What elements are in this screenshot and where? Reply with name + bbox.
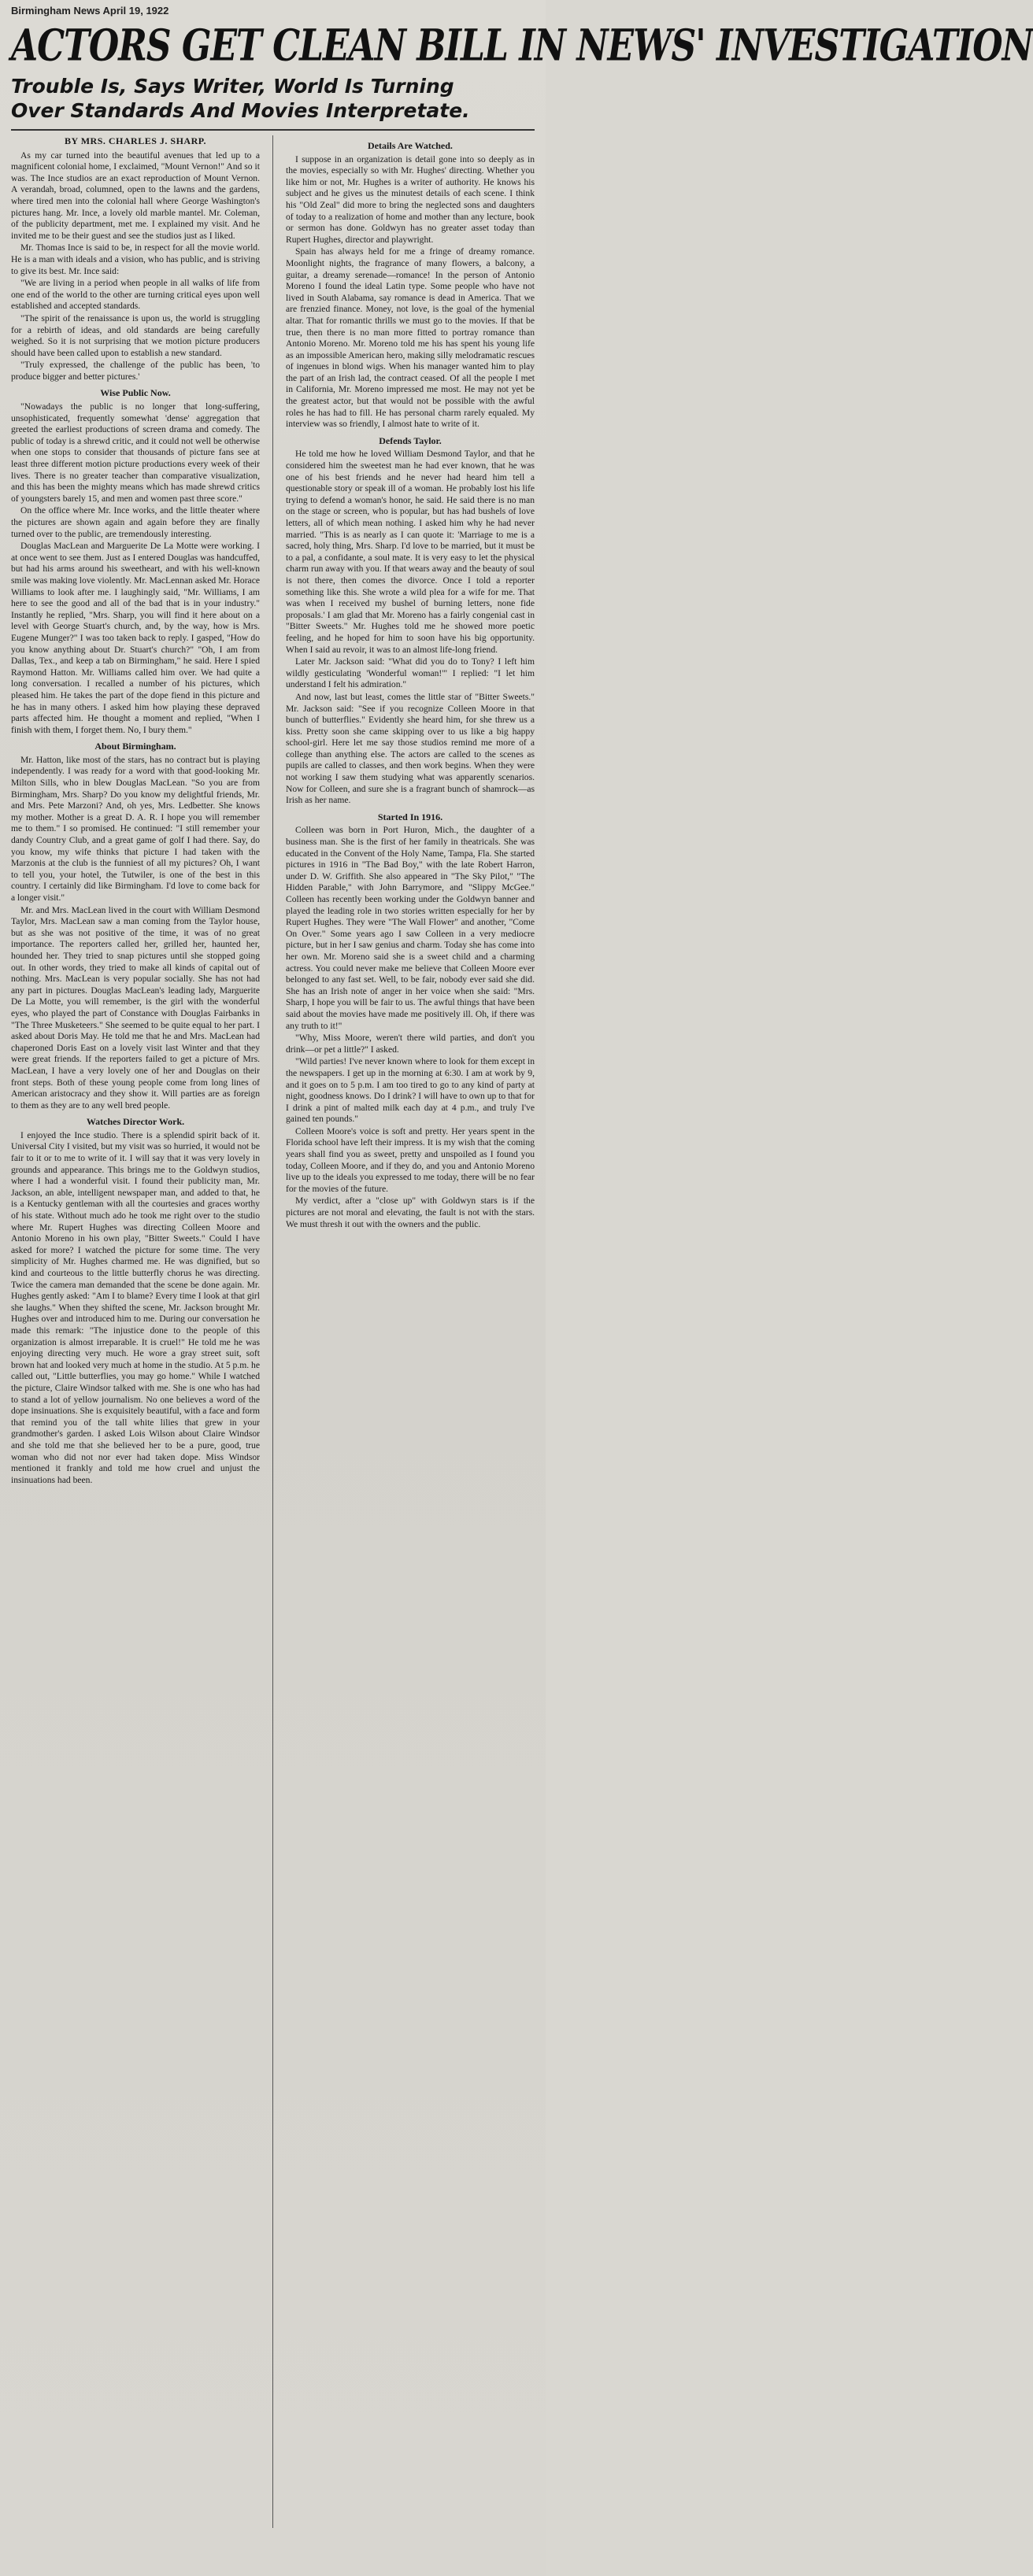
paragraph: He told me how he loved William Desmond Taylor, and that he considered him the sweetest man he had ever known, that he was one of his best friends and he never had heard him tell a questionable story or speak ill of a woman. He probably lost his life trying to defend a woman's honor, he said. He said there is no man on the stage or screen, who is popular, but has had bushels of love letters, all of which mean nothing. I asked him why he had never married. "This is as nearly as I can quote it: 'Marriage to me is a sacred, holy thing, Mrs. Sharp. I'd love to be married, but it must be to a pal, a confidante, a soul mate. It is very easy to let the physical charm run away with you. If that wears away and the beauty of soul is not there, then comes the divorce. Once I told a reporter something like this. She wrote a wild plea for a wife for me. That was when I received my bushel of burning letters, none fide proposals.' I am glad that Mr. Moreno has a fairly congenial cast in "Bitter Sweets." Mr. Hughes told me he showed more poetic feeling, and he hoped for him to soon have his big opportunity. When I said au revoir, it was to an almost life-long friend.: [286, 449, 535, 655]
paragraph: And now, last but least, comes the little star of "Bitter Sweets." Mr. Jackson said: "See if you recognize Colleen Moore in that bunch of butterflies." Evidently she heard him, for she threw us a kiss. Pretty soon she came skipping over to us like a big happy school-girl. Here let me say those studios remind me more of a college than anything else. The actors are called to the scenes as pupils are called to classes, and then work begins. When they were not working I saw them studying what was apparently scenarios. Now for Colleen, and sure she is a fragrant bunch of shamrock—as Irish as her name.: [286, 691, 535, 806]
subheading: Details Are Watched.: [368, 140, 453, 151]
deck: [11, 74, 535, 123]
paragraph: "Nowadays the public is no longer that long-suffering, unsophisticated, frequently somewhat 'dense' aggregation that greeted the earliest productions of screen drama and comedy. The public of today is a shrewd critic, and it could not well be otherwise when one stops to consider that thousands of picture fans see at least three different motion picture productions every week of their lives. There is no greater teacher than comparative visualization, and this has been the mighty means which has made shrewd critics of youngsters barely 15, and men and women past three score.": [11, 401, 260, 504]
right-column: [286, 135, 535, 2528]
paragraph: "The spirit of the renaissance is upon us, the world is struggling for a rebirth of ideas, and old standards are being carefully weighed. So it is not surprising that we motion picture producers should have been called upon to establish a new standard.: [11, 312, 260, 358]
left-column-body: [11, 150, 260, 1487]
deck-line-2: Over Standards And Movies Interpretate.: [11, 99, 470, 122]
subheading: Defends Taylor.: [379, 434, 442, 446]
article-columns: [11, 135, 535, 2528]
paragraph: As my car turned into the beautiful avenues that led up to a magnificent colonial home, I exclaimed, "Mount Vernon!" And so it was. The Ince studios are an exact reproduction of Mount Vernon. A verandah, broad, columned, open to the lawns and the gardens, where tired men into the colonial hall where George Washington's pictures hang. Mr. Ince, a lovely old marble mantel. Mr. Coleman, of the publicity department, met me. I explained my visit. And he invited me to be their guest and see the studios just as I liked.: [11, 150, 260, 241]
headline-rule: [11, 129, 535, 131]
paragraph: Spain has always held for me a fringe of dreamy romance. Moonlight nights, the fragrance of many flowers, a balcony, a guitar, a dreamy serenade—romance! In the person of Antonio Moreno I found the ideal Latin type. Some people who have not lived in South Alabama, say romance is dead in America. That we are frenzied finance. Money, not love, is the goal of the hymenial altar. That for romantic thrills we must go to the movies. If that be true, then there is no man more fitted to portray romance than Antonio Moreno. Mr. Moreno told me his has spent his young life as an impossible American hero, making silly melodramatic rescues of ingenues in blond wigs. When his manager wanted him to play the part of an Irish lad, the contract ceased. Of all the people I met in California, Mr. Moreno impressed me most. He may not yet be the greatest actor, but that would not be possible with the awful roles he has had to fill. He has personal charm rarely equaled. My interview was so friendly, I almost hate to write of it.: [286, 246, 535, 430]
right-column-body: [286, 140, 535, 1230]
paragraph: Mr. Thomas Ince is said to be, in respect for all the movie world. He is a man with ideals and a vision, who has public, and is striving to give its best. Mr. Ince said:: [11, 242, 260, 276]
paragraph: Colleen was born in Port Huron, Mich., the daughter of a business man. She is the first of her family in theatricals. She was educated in the Convent of the Holy Name, Tampa, Fla. She started pictures in 1916 in "The Bad Boy," with the late Robert Harron, under D. W. Griffith. She also appeared in "The Sky Pilot," "The Hidden Parable," with John Barrymore, and "Slippy McGee." Colleen has recently been working under the Goldwyn banner and played the leading role in two stories written especially for her by Rupert Hughes. They were "The Wall Flower" and another, "Come On Over." Some years ago I saw Colleen in a very mediocre picture, but in her I saw genius and charm. Today she has come into her own. Mr. Moreno said she is a sweet child and a charming actress. You could never make me believe that Colleen Moore ever belonged to any fast set. Well, to be fair, nobody ever said she did. She has an Irish note of anger in her voice when she said: "Mrs. Sharp, I hope you will be fair to us. The awful things that have been said about the movies have made me positively ill. Oh, if there was any truth to it!": [286, 825, 535, 1031]
paragraph: "We are living in a period when people in all walks of life from one end of the world to the other are turning critical eyes upon well established and accepted standards.: [11, 278, 260, 312]
subheading: Started In 1916.: [377, 811, 443, 822]
left-column: [11, 135, 260, 2528]
headline: ACTORS GET CLEAN BILL IN NEWS' INVESTIGATION: [11, 20, 1033, 71]
paragraph: Later Mr. Jackson said: "What did you do to Tony? I left him wildly gesticulating 'Wonderful woman!'" I replied: "I let him understand I felt his admiration.": [286, 656, 535, 690]
paragraph: Colleen Moore's voice is soft and pretty. Her years spent in the Florida school have left their impress. It is my wish that the coming years shall find you as sweet, pretty and unspoiled as I found you today, Colleen Moore, and if they do, and you and Antonio Moreno live up to the ideals you expressed to me today, there will be no fear for the movies of the future.: [286, 1125, 535, 1194]
paragraph: "Why, Miss Moore, weren't there wild parties, and don't you drink—or pet a little?" I asked.: [286, 1033, 535, 1055]
subheading: Wise Public Now.: [100, 387, 171, 399]
deck-line-1: Trouble Is, Says Writer, World Is Turning: [11, 75, 454, 98]
column-divider: [272, 135, 273, 2528]
paragraph: My verdict, after a "close up" with Goldwyn stars is if the pictures are not moral and elevating, the fault is not with the stars. We must thresh it out with the owners and the public.: [286, 1196, 535, 1229]
paragraph: Mr. and Mrs. MacLean lived in the court with William Desmond Taylor, Mrs. MacLean saw a man coming from the Taylor house, but as she was not positive of the time, it was of no great importance. The reporters called her, grilled her, haunted her, hounded her. They tried to snap pictures until she stopped going out. In other words, they tried to make all kinds of capital out of nothing. Mrs. MacLean is very popular socially. She has not had any part in pictures. Douglas MacLean's leading lady, Marguerite De La Motte, you will remember, is the girl with the wonderful eyes, who played the part of Constance with Douglas Fairbanks in "The Three Musketeers." She seemed to be quite equal to her part. I asked about Doris May. He told me that he and Mrs. MacLean had chaperoned Doris East on a lovely visit last Winter and that they were great friends. If the reporters failed to get a picture of Mrs. MacLean, I have a very lovely one of her and Douglas on their front steps. Both of these young people come from long lines of American aristocracy and they show it. Will parties are as foreign to them as they are to any well bred people.: [11, 904, 260, 1111]
subheading: About Birmingham.: [94, 741, 176, 752]
paragraph: On the office where Mr. Ince works, and the little theater where the pictures are shown again and again before they are finally turned over to the public, are tremendously interesting.: [11, 505, 260, 539]
paragraph: I enjoyed the Ince studio. There is a splendid spirit back of it. Universal City I visited, but my visit was so hurried, it would not be fair to it or to me to write of it. I will say that it was very lovely in grounds and appearance. This brings me to the Goldwyn studios, where I had a wonderful visit. I found their publicity man, Mr. Jackson, an able, intelligent newspaper man, and added to that, he is a Kentucky gentleman with all the courtesies and graces worthy of his state. Without much ado he took me right over to the studio where Mr. Rupert Hughes was directing Colleen Moore and Antonio Moreno in his own play, "Bitter Sweets." Could I have asked for more? I watched the picture for some time. The very simplicity of Mr. Hughes charmed me. He was dignified, but so kind and courteous to the little butterfly chorus he was directing. Twice the camera man demanded that the scene be done again. Mr. Hughes gently asked: "Am I to blame? Every time I look at that girl she laughs." When they shifted the scene, Mr. Jackson brought Mr. Hughes over and introduced him to me. During our conversation he made this remark: "The injustice done to the people of this organization is almost irreparable. It is cruel!" He told me he was enjoying directing very much. He wore a gray street suit, soft brown hat and looked very much at home in the studio. At 5 p.m. he called out, "Little butterflies, you may go home." While I watched the picture, Claire Windsor talked with me. She is one who has had to stand a lot of yellow journalism. No one believes a word of the dope insinuations. She is exquisitely beautiful, with a face and form that remind you of the tall white lilies that grew in your grandmother's garden. I asked Lois Wilson about Claire Windsor and she told me that she believed her to be a pure, good, true woman who did not nor ever had taken dope. Miss Windsor mentioned it frankly and told me how cruel and unjust the insinuations had been.: [11, 1129, 260, 1485]
source-line: Birmingham News April 19, 1922: [11, 5, 169, 17]
byline: BY MRS. CHARLES J. SHARP.: [65, 135, 206, 146]
paragraph: I suppose in an organization is detail gone into so deeply as in the movies, especially so with Mr. Hughes' directing. Whether you like him or not, Mr. Hughes is a writer of authority. He knows his subject and he gives us the minutest details of each scene. I think his "Old Zeal" did more to bring the neglected sons and daughters of today to a realization of home and mother than any lecture, book or sermon has done. Goldwyn has no greater asset today than Rupert Hughes, director and playwright.: [286, 153, 535, 245]
paragraph: "Truly expressed, the challenge of the public has been, 'to produce bigger and better pictures.': [11, 360, 260, 382]
paragraph: "Wild parties! I've never known where to look for them except in the newspapers. I get up in the morning at 6:30. I am at work by 9, and it goes on to 5 p.m. I am too tired to go to any kind of party at night, goodness knows. Do I drink? I will have to own up to that for I drink a pint of malted milk each day at 4 p.m., and truly I've gained ten pounds.": [286, 1056, 535, 1125]
paragraph: Douglas MacLean and Marguerite De La Motte were working. I at once went to see them. Just as I entered Douglas was handcuffed, but had his arms around his sweetheart, and with his well-known smile was making love violently. Mr. MacLennan asked Mr. Horace Williams to look after me. I laughingly said, "Mr. Williams, I am here to see the good and all of the bad that is in your industry." Instantly he replied, "Mrs. Sharp, you will find it here about on a level with George Stuart's church, and, by the way, how is Mrs. Eugene Munger?" I was too taken back to reply. I gasped, "How do you know anything about Dr. Stuart's church?" "Oh, I am from Dallas, Tex., and keep a tab on Birmingham," he said. Here I spied Raymond Hatton. Mr. Williams called him over. We had quite a long conversation. I recalled a number of his pictures, which pleased him. He takes the part of the dope fiend in this picture and he has in many others. I asked him how playing these depraved parts affected him. He thought a moment and replied, "When I finish with them, I forget them. No, I bury them.": [11, 541, 260, 735]
paragraph: Mr. Hatton, like most of the stars, has no contract but is playing independently. I was ready for a word with that good-looking Mr. Milton Sills, who in blew Douglas MacLean. "So you are from Birmingham, Mrs. Sharp? Do you know my delightful friends, Mr. and Mrs. Pete Marzoni? And, oh yes, Mrs. Ledbetter. She knows my mother. Mother is a great D. A. R. I hope you will remember me to them." I so promised. He continued: "I still remember your dandy Country Club, and a great game of golf I had there. Say, do you know, my wife thinks that picture I had taken with the Marzonis at the club is the funniest of all my pictures? Oh, I want to tell you, your hotel, the Tutwiler, is one of the best in this country. I certainly did like Birmingham. I'd love to come back for a longer visit.": [11, 754, 260, 903]
subheading: Watches Director Work.: [86, 1116, 185, 1128]
